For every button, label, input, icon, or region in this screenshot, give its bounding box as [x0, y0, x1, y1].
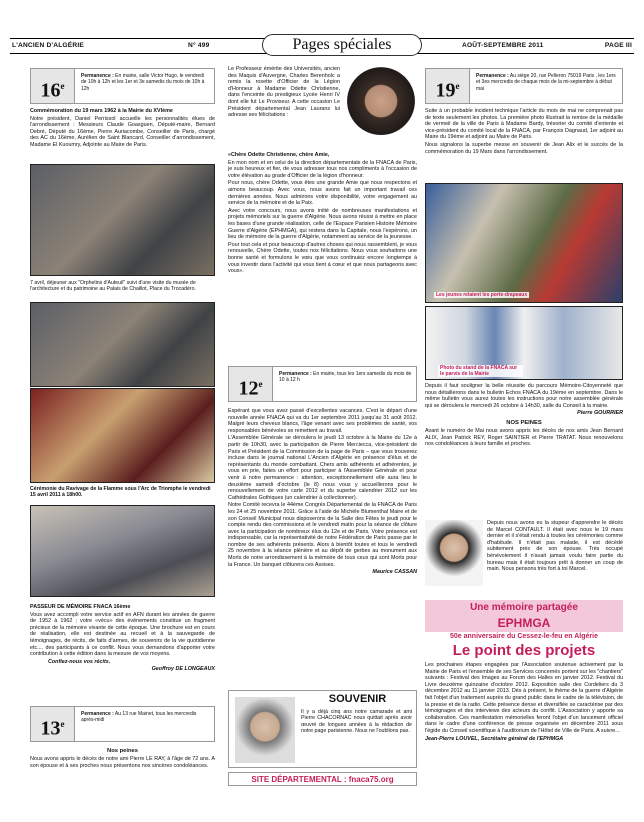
journal-name: L'ANCIEN D'ALGÉRIE — [12, 42, 84, 49]
article-legion-honneur-intro: Le Professeur émérite des Universités, ancien des Maquis d'Auvergne, Charles Berenholc a remis la rosette d'Officier de la Légion d'Honneur à Madame Odette Christienne, dans l'enceinte du prestigieux Lycée Henri IV dont elle fut Le Proviseur. A cette occasion Le Président départemental Jean Laurans lui adresse ses félicitations : — [228, 66, 340, 119]
permanence-19e: 19e Permanence : Au siège 20, rue Pelleron 75019 Paris , les 1ers et 3es mercredis de chaque mois de la mi-septembre à début mai — [425, 68, 623, 104]
arrondissement-badge: 16e — [31, 69, 75, 103]
caption-stand-fnaca: Photo du stand de la FNACA sur le parvis de la Mairie — [438, 365, 523, 377]
article-legion-honneur: «Chère Odette Christienne, chère Amie, En mon nom et en celui de la direction départementale de la FNACA de Paris, je suis heureux et fier, de vous adresser tous nos compliments à l'occasion de votre élévation au grade d'Officier de la légion d'honneur. Pour nous, chère Odette, vous êtes une grande Amie que nous respectons et aimons beaucoup. Avec vous, nous avons fait un important travail ces dernières années. Nous admirons votre disponibilité, votre engagement au service de la mémoire et de la Paix. Avec votre concours, nous avons initié de nombreuses manifestations et projets mémoriels sur la guerre d'Algérie. Nous avons réussi à mettre en place les bases d'une grande réalisation, celle de l'Espace Parisien Histoire Mémoire Guerre d'Algérie (EPHMGA), qui restera dans la Capitale, nous l'espérons, un lieu de mémoire de la guerre d'Algérie, notamment au service de la jeunesse. Pour tout cela et pour beaucoup d'autres choses qui nous rassemblent, je vous renouvelle, Chère Odette, toutes nos félicitations. Nous vous souhaitons une bonne santé et formulons le vœu que vous continuiez encore longtemps à vous investir dans l'activité qui vous tient à cœur et que nous partageons avec vous». — [228, 152, 417, 275]
issue-number: N° 499 — [188, 42, 210, 49]
article-passeur-memoire: PASSEUR DE MÉMOIRE FNACA 16ème Vous avez accompli votre service actif en AFN durant les années de guerre de 1952 à 1962 ; votre «vécu» des événements constitue un fragment précieux de la mémoire vivante de cette époque. Une brochure est en cours de réalisation, elle est destinée au recueil et à la sauvegarde de témoignages, de récits, de faits d'armes, de souvenirs de la vie quotidienne etc.... des participants à ce conflit. Nous vous demandons d'apporter votre contribution à cette édition dans la mesure de vos moyens. Confiez-nous vos récits. Geoffroy DE LONGEAUX — [30, 604, 215, 673]
photo-porte-drapeaux — [425, 183, 623, 303]
ephmga-banner: Une mémoire partagée EPHMGA — [425, 600, 623, 632]
nos-peines-13e: Nos peines Nous avons appris le décès de notre ami Pierre LE RAY, à l'âge de 72 ans. A son épouse et à ses proches nous présentons nos sincères condoléances. — [30, 748, 215, 769]
photo-arc-triomphe — [30, 388, 215, 483]
souvenir-box: SOUVENIR Il y a déjà cinq ans notre camarade et ami Pierre CHACORNAC nous quittait après avoir œuvré de longues années à la rédaction de notre page parisienne. Nous ne l'oublions pas. — [228, 690, 417, 768]
ephmga-title: Le point des projets — [452, 642, 596, 659]
permanence-12e: 12e Permanence : En mairie, tous les 1ers samedis du mois de 10 à 12 h — [228, 366, 417, 402]
article-19e: Suite à un probable incident technique l'article du mois de mai ne comprenait pas de texte seulement les photos. La première photo illustrait la remise de la médaille de vermeil de la ville de Paris à Madame Bardy, trésorier du comité d'entente et vice-président du comité local de la FNACA, par François Dagnaud, 1er adjoint au Maire du 19ème et adjoint au Maire de Paris. Nous signalons la superbe messe en souvenir de Jean Alix et le succès de la commémoration du 19 Mars dans l'arrondissement. — [425, 108, 623, 155]
caption-flamme: Cérémonie du Ravivage de la Flamme sous l'Arc de Triomphe le vendredi 15 avril 2011 à 18h00. — [30, 486, 211, 499]
article-12e: Espérant que vous avez passé d'excellentes vacances. C'est le départ d'une nouvelle année FNACA qui va du 1er septembre 2011 jusqu'au 31 août 2012. Malgré leurs cheveux blancs, l'âge venant avec ses problèmes de santé, vos responsables bénévoles se remettent au travail. L'Assemblée Générale se déroulera le jeudi 13 octobre à la Mairie du 12e à partir de 10h30, avec la participation de Pierre Merciecca, vice-président de Paris et Président de la Commission de la page de Paris – que vous trouverez incluse dans le journal national L'Ancien d'Algérie en présence d'élus et de représentants du monde combattant. Chers amis adhérents et adhérentes, je vous en prie, faites un effort pour participer à l'Assemblée Générale et pour venir à notre permanence : attention, exceptionnellement elle aura lieu le deuxième samedi d'octobre (le 8) nous vous y accueillerons pour le renouvellement de votre carte 2012 et du superbe calendrier 2012 sur les Cathédrales Gothiques (un calendrier à collectionner). Notre Comité recevra le 44ème Congrès Départemental de la FNACA de Paris les 24 et 25 novembre 2011. Grâce à l'aide de Michèle Blumenthal Maire et de son Conseil Municipal nous disposerons de la Salle des Fêtes le jeudi pour le compte rendu des commissions et le vendredi matin pour la séance de clôture avec la participation de nombreux élus du 12e et de Paris. Votre présence est indispensable, car la représentativité de notre Fédération de Paris passe par le nombre de ses adhérents présents. Alors à bientôt toutes et tous le vendredi 25 novembre à la séance plénière et au dépôt de gerbes au monument aux Morts de notre arrondissement à la mémoire de tous ceux qui sont Morts pour la France. Un banquet clôturera ces Assises. Maurice CASSAN — [228, 408, 417, 576]
issue-date: AOÛT-SEPTEMBRE 2011 — [462, 42, 544, 49]
article-ephmga: Les prochaines étapes engagées par l'Association soutenue activement par la Mairie de Paris et l'ensemble de ses Services concernés portent sur les "chantiers" suivants : Festival des Images au Forum des Halles en janvier 2012. Festival du Livre deuxième quinzaine d'octobre 2012. Exposition salle des Cordeliers du 3 décembre 2012 au 11 janvier 2013. Dès à présent, le thème de la guerre d'Algérie fait l'objet d'un traitement auprès du grand public dans le cadre de la télévision, de la presse et de la radio. Cette présence dense et diversifiée se caractérise par des témoignages et des interviews des acteurs du conflit. L'Association y apporte sa collaboration. Ces manifestation mémorielles feront l'objet d'un lancement officiel dans le cadre d'une conférence de presse organisée en décembre 2011 sous l'égide du Conseil scientifique à l'auditorium de l'Hôtel de Ville de Paris. A suivre... Jean-Pierre LOUVEL, Secrétaire général de l'EPHMGA — [425, 662, 623, 742]
article-commemoration-16e: Commémoration du 19 mars 1962 à la Mairie du XVIème Notre président, Daniel Perrissol accueille les personnalités élues de l'arrondissement : Messieurs Claude Goasguen, Député-maire, Bernard Debré, Député du 16ème, Pierre Auriacombe, Conseiller de Paris, chargé des AC du 16ème, Aurélien de Saint Blancard, Conseiller d'arrondissement, Madame El Kuoumry, Adjointe au Maire de Paris. — [30, 108, 215, 148]
photo-pierre-chacornac — [235, 697, 295, 763]
arrondissement-badge: 13e — [31, 707, 75, 741]
hommage-marcel-contault: Depuis nous avons eu la stupeur d'apprendre le décès de Marcel CONTAULT. Il était avec nous le 19 mars dernier et il s'était rendu à toutes les cérémonies comme d'habitude. Il n'était pas malade, il est décédé subitement près de son épouse. Très occupé bénévolement il n'avait jamais voulu faire partie du bureau mais il était toujours prêt à donner un coup de main. Nous pensons très fort à toi Marcel. — [487, 520, 623, 573]
caption-auteuil: 7 avril, déjeuner aux "Orphelins d'Auteuil" suivi d'une visite du musée de l'architecture et du patrimoine au Palais de Chaillot, Place du Trocadéro. — [30, 280, 196, 293]
caption-porte-drapeaux: Les jeunes relaient les porte-drapeaux — [436, 291, 528, 298]
permanence-16e: 16e Permanence : En mairie, salle Victor Hugo, le vendredi de 10h à 12h et les 1er et 3e samedis du mois de 10h à 12h — [30, 68, 215, 104]
photo-palais-chaillot — [30, 505, 215, 597]
photo-marcel-contault — [425, 520, 483, 586]
photo-auteuil-lunch — [30, 302, 215, 387]
site-link[interactable]: SITE DÉPARTEMENTAL : fnaca75.org — [228, 772, 417, 786]
page-number: PAGE III — [604, 42, 632, 49]
permanence-13e: 13e Permanence : Au 13 rue Mainet, tous les mercredis après-midi — [30, 706, 215, 742]
arrondissement-badge: 19e — [426, 69, 470, 103]
photo-odette-christienne — [345, 66, 417, 144]
article-19e-suite: Depuis il faut souligner la belle réussite du parcours Mémoire-Citoyenneté que nous détaillerons dans le bulletin Echos FNACA du 19ème en septembre. Dans le même bulletin vous aurez toutes les instructions pour notre assemblée générale qui se déroulera le mercredi 26 octobre à 14h30, salle du Conseil à la mairie. Pierre GOURRIER NOS PEINES Avant le numéro de Mai nous avons appris les décès de nos amis Jean Bernard ALIX, Jean Patrick REY, Roger SAINTIER et Pierre TRATAT. Nous renouvelons nos condoléances à leurs famille et proches. — [425, 383, 623, 448]
photo-ceremony-16e — [30, 164, 215, 276]
page-title: Pages spéciales — [262, 34, 422, 56]
ephmga-subtitle: 50e anniversaire du Cessez-le-feu en Algérie — [450, 633, 598, 640]
arrondissement-badge: 12e — [229, 367, 273, 401]
photo-stand-fnaca — [425, 306, 623, 380]
